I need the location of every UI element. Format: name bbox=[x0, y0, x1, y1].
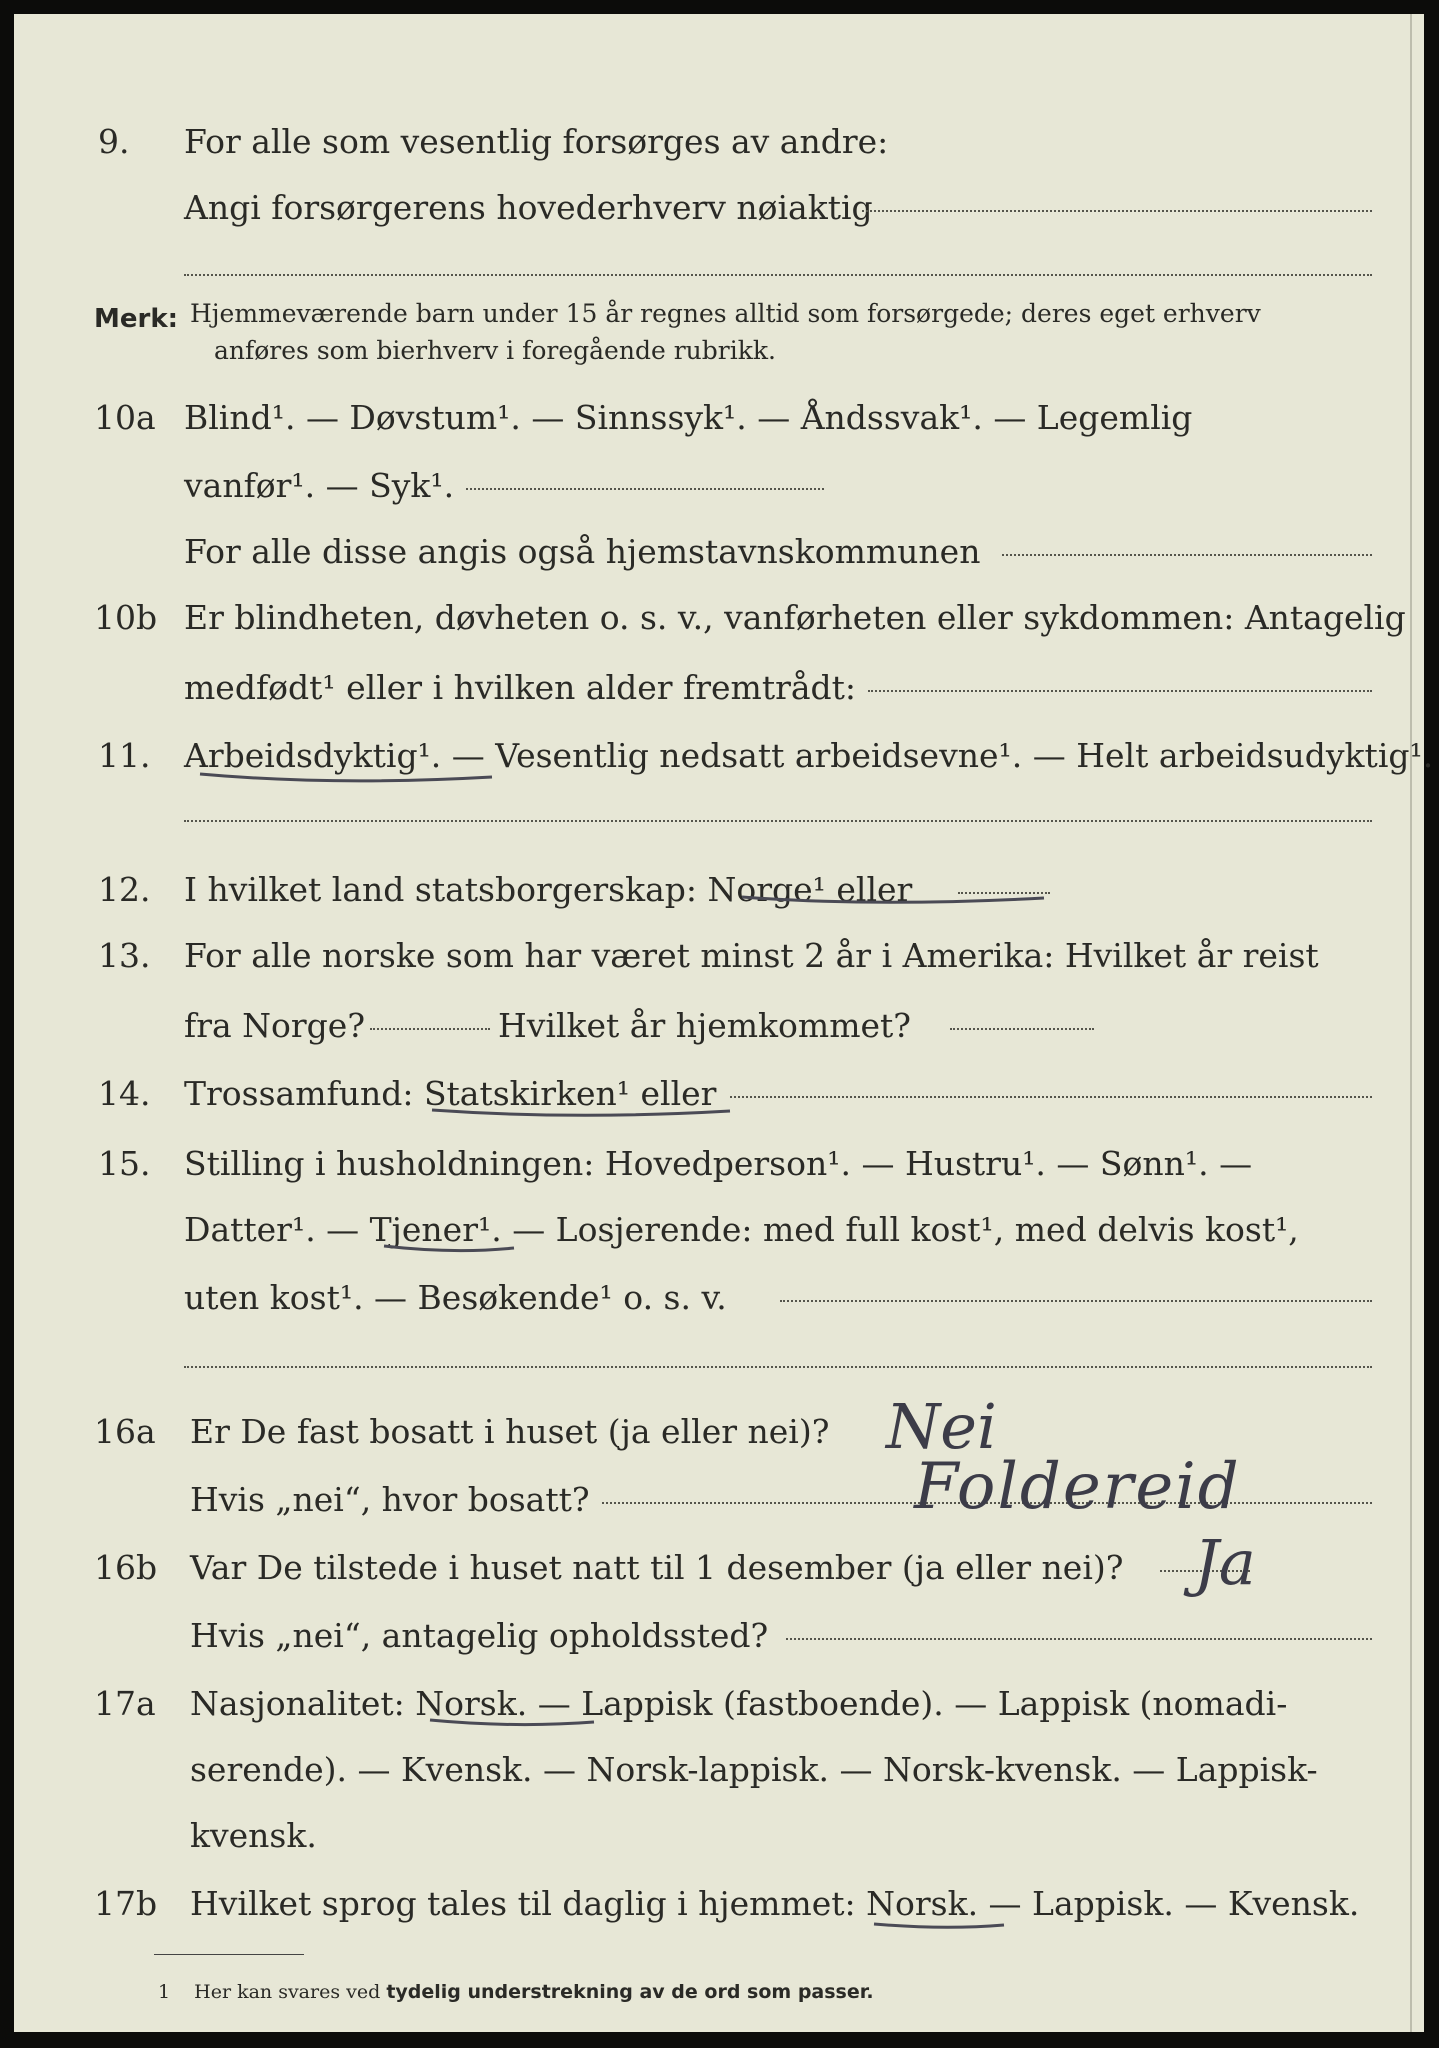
q17a-line1: Nasjonalitet: Norsk. — Lappisk (fastboende). — Lappisk (nomadi- bbox=[190, 1684, 1288, 1723]
q10a-line3: For alle disse angis også hjemstavnskommunen bbox=[184, 532, 981, 571]
q15-answer-line[interactable] bbox=[780, 1300, 1372, 1302]
item-number-12: 12. bbox=[98, 870, 151, 909]
q16b-line2: Hvis „nei“, antagelig opholdssted? bbox=[190, 1616, 769, 1655]
item-number-15: 15. bbox=[98, 1144, 151, 1183]
footnote bbox=[158, 1972, 874, 2012]
footnote-text-bold: tydelig understrekning av de ord som passer. bbox=[386, 1981, 874, 2003]
handwritten-foldereid: Foldereid bbox=[914, 1450, 1241, 1524]
underline-norsk-17b bbox=[874, 1924, 1004, 1927]
q14-line1: Trossamfund: Statskirken¹ eller bbox=[184, 1074, 717, 1113]
item-number-10a: 10a bbox=[94, 398, 156, 437]
q13-hjemkommet-line[interactable] bbox=[950, 1028, 1094, 1030]
q13-line2a: fra Norge? bbox=[184, 1006, 366, 1045]
q11-line1: Arbeidsdyktig¹. — Vesentlig nedsatt arbeidsevne¹. — Helt arbeidsudyktig¹. bbox=[184, 736, 1434, 775]
item-number-16a: 16a bbox=[94, 1412, 156, 1451]
q16b-line1: Var De tilstede i huset natt til 1 desember (ja eller nei)? bbox=[190, 1548, 1124, 1587]
q16a-line2: Hvis „nei“, hvor bosatt? bbox=[190, 1480, 590, 1519]
item-number-9: 9. bbox=[98, 122, 130, 161]
q16a-line1: Er De fast bosatt i huset (ja eller nei)? bbox=[190, 1412, 830, 1451]
q10a-hjemstavn-line[interactable] bbox=[1002, 554, 1372, 556]
q9-answer-line[interactable] bbox=[862, 210, 1372, 212]
item-number-17a: 17a bbox=[94, 1684, 156, 1723]
q12-answer-line[interactable] bbox=[958, 892, 1050, 894]
item-number-13: 13. bbox=[98, 936, 151, 975]
merk-line2: anføres som bierhverv i foregående rubrikk. bbox=[214, 336, 776, 365]
footnote-mark: 1 bbox=[158, 1981, 171, 2003]
q10b-line2: medfødt¹ eller i hvilken alder fremtrådt: bbox=[184, 668, 857, 707]
handwritten-ja: Ja bbox=[1194, 1526, 1256, 1599]
q15-answer-line-2[interactable] bbox=[184, 1366, 1372, 1368]
q13-reist-line[interactable] bbox=[370, 1028, 490, 1030]
q16b-opholdssted-line[interactable] bbox=[786, 1638, 1372, 1640]
q17a-line3: kvensk. bbox=[190, 1816, 317, 1855]
q13-line1: For alle norske som har været minst 2 år i Amerika: Hvilket år reist bbox=[184, 936, 1319, 975]
q15-line1: Stilling i husholdningen: Hovedperson¹. — Hustru¹. — Sønn¹. — bbox=[184, 1144, 1253, 1183]
q15-line3: uten kost¹. — Besøkende¹ o. s. v. bbox=[184, 1278, 727, 1317]
merk-line1: Hjemmeværende barn under 15 år regnes alltid som forsørgede; deres eget erhverv bbox=[190, 299, 1261, 328]
q17b-line1: Hvilket sprog tales til daglig i hjemmet: Norsk. — Lappisk. — Kvensk. bbox=[190, 1884, 1360, 1923]
q9-answer-line-2[interactable] bbox=[184, 274, 1372, 276]
merk-label: Merk: bbox=[94, 304, 179, 334]
q15-line2: Datter¹. — Tjener¹. — Losjerende: med full kost¹, med delvis kost¹, bbox=[184, 1210, 1299, 1249]
q9-line2: Angi forsørgerens hovederhverv nøiaktig bbox=[184, 188, 873, 227]
q10b-line1: Er blindheten, døvheten o. s. v., vanførheten eller sykdommen: Antagelig bbox=[184, 598, 1406, 637]
footnote-text-plain: Her kan svares ved bbox=[194, 1981, 387, 2003]
q17a-line2: serende). — Kvensk. — Norsk-lappisk. — Norsk-kvensk. — Lappisk- bbox=[190, 1750, 1318, 1789]
item-number-17b: 17b bbox=[94, 1884, 158, 1923]
q10a-line1: Blind¹. — Døvstum¹. — Sinnssyk¹. — Åndssvak¹. — Legemlig bbox=[184, 398, 1193, 437]
item-number-11: 11. bbox=[98, 736, 151, 775]
item-number-10b: 10b bbox=[94, 598, 158, 637]
q10a-line2: vanfør¹. — Syk¹. bbox=[184, 466, 455, 505]
right-edge-rule bbox=[1410, 14, 1412, 2032]
item-number-14: 14. bbox=[98, 1074, 151, 1113]
q13-line2b: Hvilket år hjemkommet? bbox=[498, 1006, 911, 1045]
q10a-answer-line[interactable] bbox=[466, 488, 824, 490]
handwritten-nei: Nei bbox=[886, 1390, 997, 1463]
footnote-rule bbox=[154, 1954, 304, 1955]
q12-line1: I hvilket land statsborgerskap: Norge¹ eller bbox=[184, 870, 913, 909]
q9-line1: For alle som vesentlig forsørges av andre: bbox=[184, 122, 889, 161]
item-number-16b: 16b bbox=[94, 1548, 158, 1587]
q14-answer-line[interactable] bbox=[730, 1096, 1372, 1098]
q10b-answer-line[interactable] bbox=[868, 690, 1372, 692]
census-form-page bbox=[14, 14, 1434, 2032]
q11-answer-line[interactable] bbox=[184, 820, 1372, 822]
